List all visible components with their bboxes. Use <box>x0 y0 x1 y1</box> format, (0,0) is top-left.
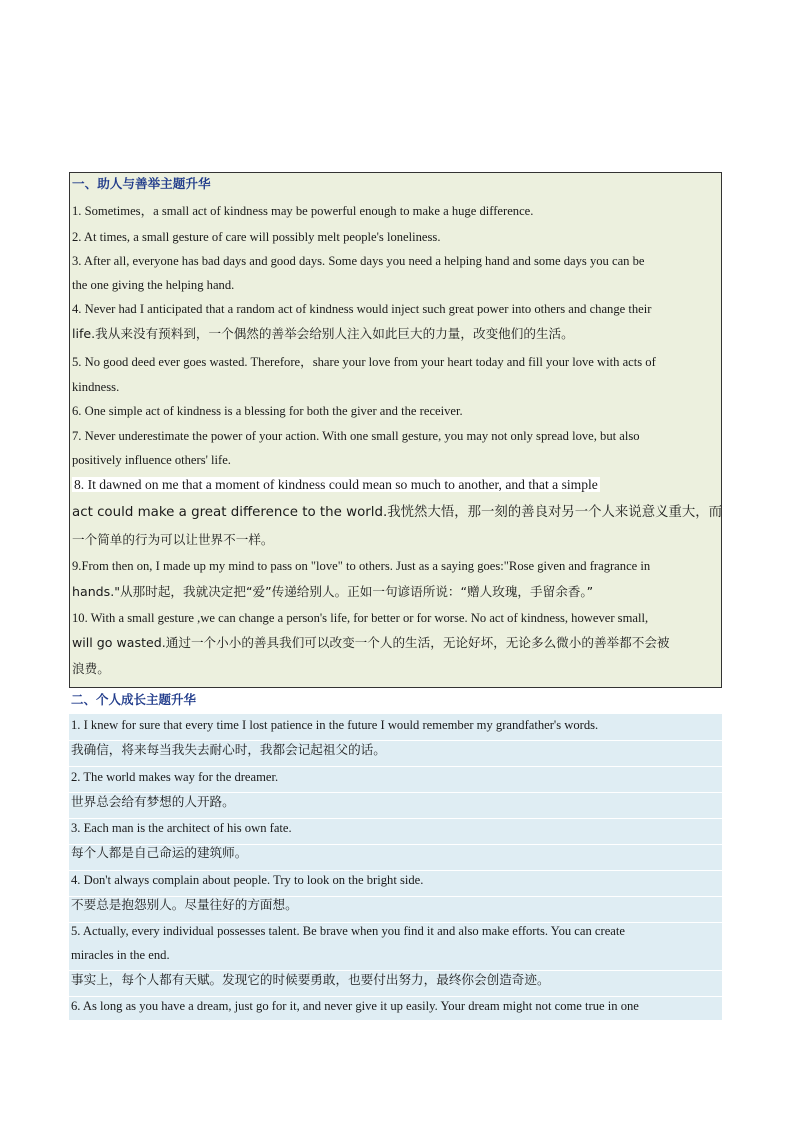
text-line: 事实上，每个人都有天赋。发现它的时候要勇敢，也要付出努力，最终你会创造奇迹。 <box>71 972 550 987</box>
text-line: 10. With a small gesture ,we can change a person's life, for better or for worse. No act of kindness, however small, <box>72 611 649 625</box>
text-line: 5. Actually, every individual possesses talent. Be brave when you find it and also make efforts. You can create <box>71 924 625 938</box>
text-line: 4. Don't always complain about people. Try to look on the bright side. <box>71 873 424 887</box>
section-title: 一、助人与善举主题升华 <box>72 176 211 191</box>
text-line: 9.From then on, I made up my mind to pass on "love" to others. Just as a saying goes:"Rose given and fragrance in <box>72 559 651 573</box>
text-line: 6. As long as you have a dream, just go for it, and never give it up easily. Your dream might not come true in one <box>71 999 639 1013</box>
text-line: life.我从来没有预料到，一个偶然的善举会给别人注入如此巨大的力量，改变他们的生活。 <box>72 326 574 341</box>
text-line: 8. It dawned on me that a moment of kindness could mean so much to another, and that a simple <box>74 477 598 492</box>
text-line: 不要总是抱怨别人。尽量往好的方面想。 <box>71 897 298 912</box>
section-growth <box>69 714 722 1020</box>
text-line: 我确信，将来每当我失去耐心时，我都会记起祖父的话。 <box>71 742 386 757</box>
text-line: 世界总会给有梦想的人开路。 <box>71 794 235 809</box>
text-line: 2. The world makes way for the dreamer. <box>71 770 279 784</box>
text-line: 7. Never underestimate the power of your action. With one small gesture, you may not only spread love, but also <box>72 429 640 443</box>
text-line: 3. After all, everyone has bad days and good days. Some days you need a helping hand and some days you can be <box>72 254 645 268</box>
text-line: 5. No good deed ever goes wasted. Therefore，share your love from your heart today and fill your love with acts of <box>72 355 656 369</box>
text-line: kindness. <box>72 380 120 394</box>
text-line: will go wasted.通过一个小小的善具我们可以改变一个人的生活，无论好坏，无论多么微小的善举都不会被 <box>72 635 670 650</box>
text-line: positively influence others' life. <box>72 453 231 467</box>
text-line: miracles in the end. <box>71 948 170 962</box>
text-line: 1. I knew for sure that every time I lost patience in the future I would remember my grandfather's words. <box>71 718 599 732</box>
text-line: 6. One simple act of kindness is a blessing for both the giver and the receiver. <box>72 404 463 418</box>
section-title: 二、个人成长主题升华 <box>71 692 197 707</box>
text-line: act could make a great difference to the world.我恍然大悟，那一刻的善良对另一个人来说意义重大，而 <box>72 505 723 520</box>
text-line: the one giving the helping hand. <box>72 278 235 292</box>
text-line: 3. Each man is the architect of his own fate. <box>71 821 292 835</box>
text-line: 浪费。 <box>72 661 110 676</box>
text-line: 4. Never had I anticipated that a random act of kindness would inject such great power into others and change their <box>72 302 652 316</box>
text-line: 1. Sometimes，a small act of kindness may be powerful enough to make a huge difference. <box>72 204 534 218</box>
text-line: 每个人都是自己命运的建筑师。 <box>71 845 248 860</box>
text-line: 一个简单的行为可以让世界不一样。 <box>72 532 274 547</box>
section-kindness <box>69 172 722 688</box>
text-line: hands."从那时起，我就决定把“爱”传递给别人。正如一句谚语所说：“赠人玫瑰，手留余香。” <box>72 584 594 599</box>
text-line: 2. At times, a small gesture of care will possibly melt people's loneliness. <box>72 230 441 244</box>
